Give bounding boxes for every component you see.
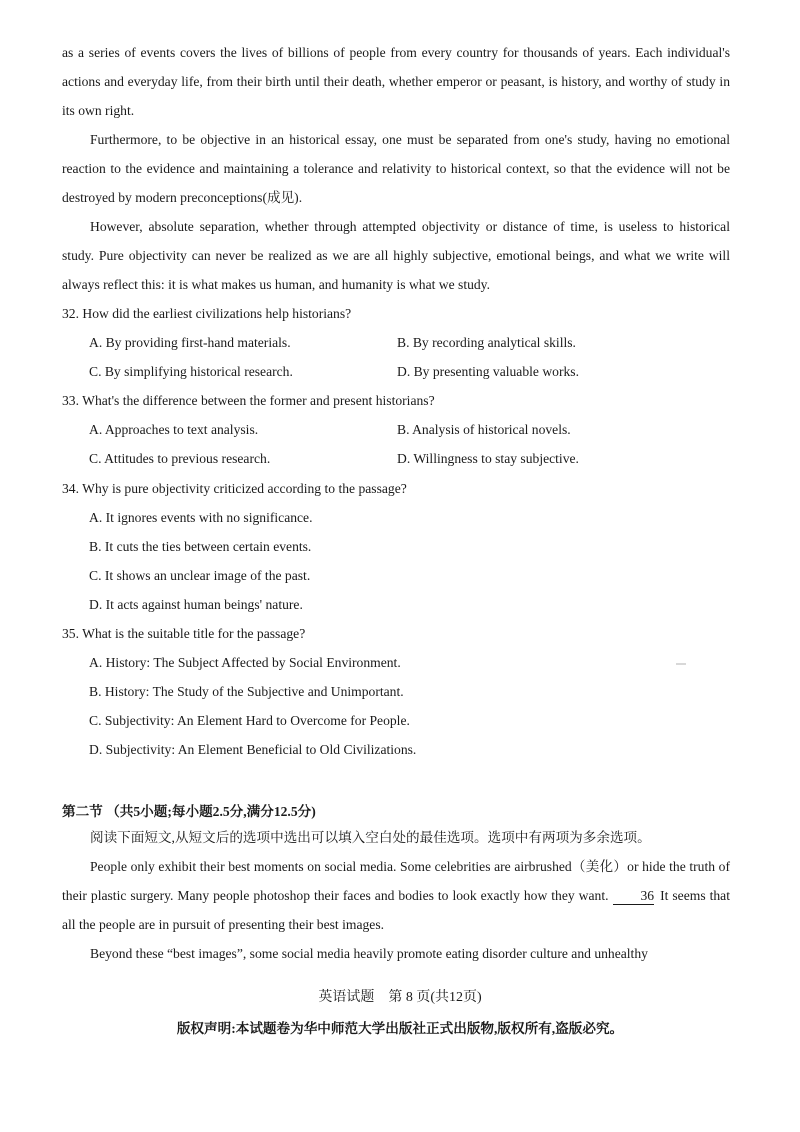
- question-33-option-c: C. Attitudes to previous research.: [89, 451, 271, 466]
- question-35-option-d: D. Subjectivity: An Element Beneficial to Old Civilizations.: [89, 742, 417, 757]
- question-34-option-c: C. It shows an unclear image of the past.: [89, 568, 311, 583]
- page-number-footer: 英语试题 第 8 页(共12页): [318, 990, 482, 1005]
- question-32-stem: 32. How did the earliest civilizations help historians?: [62, 306, 352, 321]
- question-35-option-c: C. Subjectivity: An Element Hard to Overcome for People.: [89, 713, 410, 728]
- passage-paragraph-2: Furthermore, to be objective in an historical essay, one must be separated from one's study, having no emotional reaction to the evidence and maintaining a tolerance and relativity to historical context, so that the evidence will not be destroyed by modern preconceptions(成见).: [62, 132, 730, 205]
- section-2-heading: 第二节 （共5小题;每小题2.5分,满分12.5分): [62, 804, 316, 819]
- question-32-option-a: A. By providing first-hand materials.: [89, 335, 291, 350]
- copyright-notice: 版权声明:本试题卷为华中师范大学出版社正式出版物,版权所有,盗版必究。: [176, 1021, 624, 1036]
- question-34-option-b: B. It cuts the ties between certain events.: [89, 539, 312, 554]
- scan-smudge: [676, 663, 686, 665]
- passage-paragraph-3: However, absolute separation, whether through attempted objectivity or distance of time, is useless to historical study. Pure objectivity can never be realized as we are all highly subjective, emotional beings, and what we write will always reflect this: it is what makes us human, and humanity is what we study.: [62, 219, 730, 292]
- paragraph-1-end: It seems that all the people are in pursuit of presenting their best images.: [62, 888, 730, 932]
- question-33-option-a: A. Approaches to text analysis.: [89, 422, 259, 437]
- question-32-option-c: C. By simplifying historical research.: [89, 364, 293, 379]
- question-35-option-a: A. History: The Subject Affected by Social Environment.: [89, 655, 401, 670]
- question-35-option-b: B. History: The Study of the Subjective and Unimportant.: [89, 684, 404, 699]
- question-35-stem: 35. What is the suitable title for the passage?: [62, 626, 306, 641]
- question-32-option-b: B. By recording analytical skills.: [397, 335, 576, 350]
- question-34-stem: 34. Why is pure objectivity criticized according to the passage?: [62, 481, 407, 496]
- section-2-paragraph-1: [62, 852, 730, 939]
- paragraph-1-start: People only exhibit their best moments on social media. Some celebrities are airbrushed（美化）or hide the truth of their plastic surgery. Many people photoshop their faces and bodies to look exactly how they want.: [62, 859, 730, 903]
- question-33-stem: 33. What's the difference between the former and present historians?: [62, 393, 435, 408]
- section-2-paragraph-2: Beyond these “best images”, some social media heavily promote eating disorder culture and unhealthy: [90, 946, 648, 961]
- question-33-option-d: D. Willingness to stay subjective.: [397, 451, 579, 466]
- passage-paragraph-1: as a series of events covers the lives of billions of people from every country for thousands of years. Each individual's actions and everyday life, from their birth until their death, whether emperor or peasant, is history, and worthy of study in its own right.: [62, 45, 730, 118]
- section-2-instruction: 阅读下面短文,从短文后的选项中选出可以填入空白处的最佳选项。选项中有两项为多余选项。: [90, 830, 651, 845]
- question-33-option-b: B. Analysis of historical novels.: [397, 422, 571, 437]
- question-32-option-d: D. By presenting valuable works.: [397, 364, 579, 379]
- question-34-option-d: D. It acts against human beings' nature.: [89, 597, 303, 612]
- blank-36: 36: [613, 888, 655, 905]
- question-34-option-a: A. It ignores events with no significance.: [89, 510, 313, 525]
